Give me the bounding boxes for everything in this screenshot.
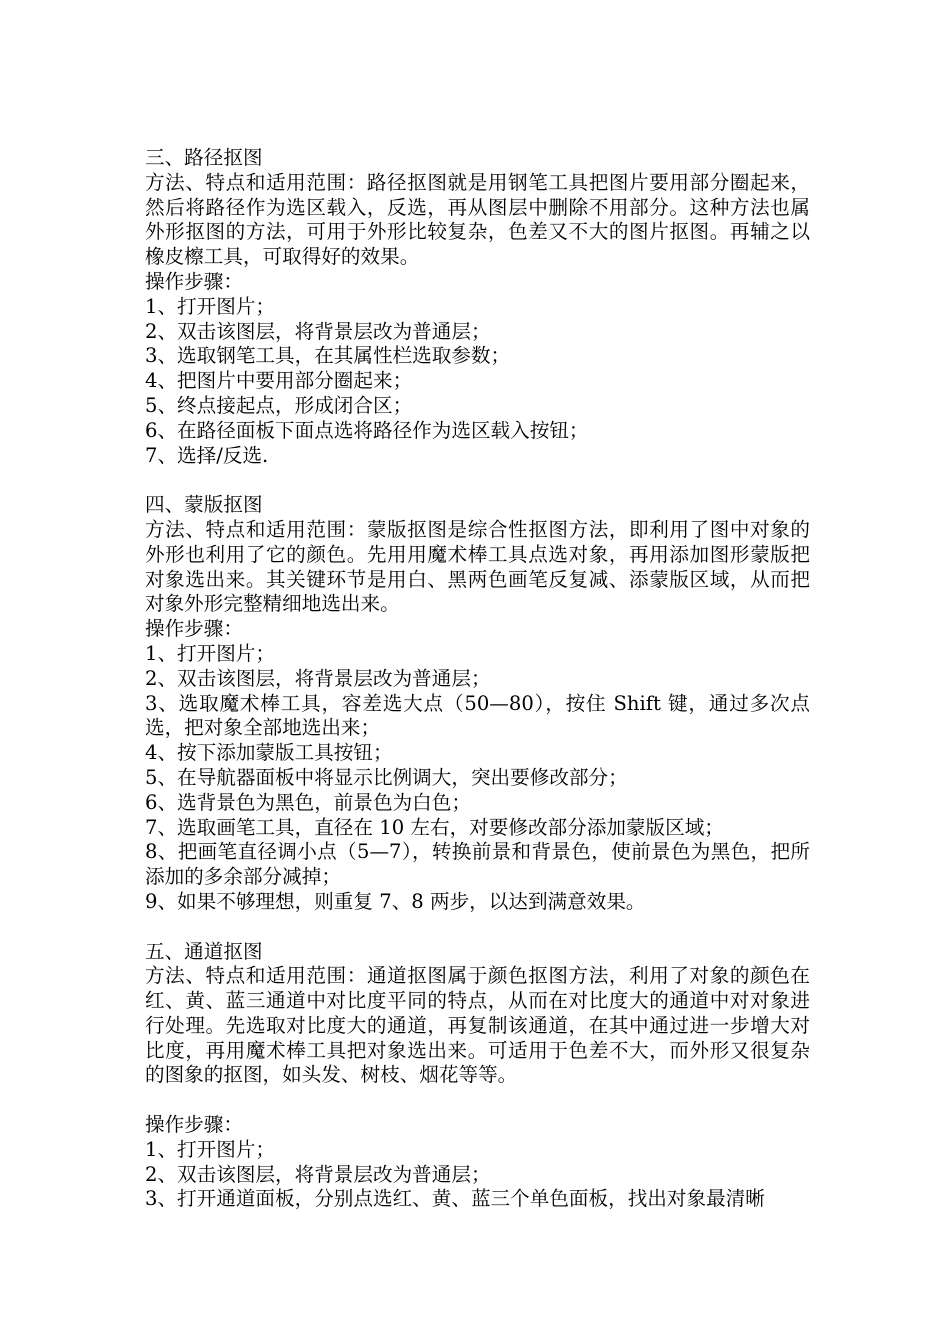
- step-item: 4、按下添加蒙版工具按钮；: [145, 741, 393, 765]
- steps-title: 操作步骤：: [145, 1113, 243, 1137]
- step-item: 6、在路径面板下面点选将路径作为选区载入按钮；: [145, 418, 589, 442]
- section-description: 方法、特点和适用范围：通道抠图属于颜色抠图方法，利用了对象的颜色在红、黄、蓝三通道中对比度平同的特点，从而在对比度大的通道中对对象进行处理。先选取对比度大的通道，再复制该通道，在其中通过进一步增大对比度，再用魔术棒工具把对象选出来。可适用于色差不大，而外形又很复杂的图象的抠图，如头发、树枝、烟花等等。: [145, 964, 810, 1087]
- section-heading: 四、蒙版抠图: [145, 493, 263, 517]
- step-item: 8、把画笔直径调小点（5—7），转换前景和背景色，使前景色为黑色，把所添加的多余部分减掉；: [145, 840, 810, 889]
- step-item: 1、打开图片；: [145, 1137, 276, 1161]
- section-heading: 三、路径抠图: [145, 146, 263, 169]
- step-item: 2、双击该图层，将背景层改为普通层；: [145, 1162, 491, 1186]
- steps-title: 操作步骤：: [145, 269, 243, 293]
- section-mask-cutout: [145, 493, 810, 915]
- step-item: 5、在导航器面板中将显示比例调大，突出要修改部分；: [145, 765, 628, 789]
- step-item: 2、双击该图层，将背景层改为普通层；: [145, 666, 491, 690]
- document-body: [145, 146, 810, 1212]
- section-channel-cutout: [145, 940, 810, 1213]
- section-heading: 五、通道抠图: [145, 939, 263, 963]
- section-path-cutout: [145, 146, 810, 468]
- step-item: 2、双击该图层，将背景层改为普通层；: [145, 319, 491, 343]
- section-description: 方法、特点和适用范围：蒙版抠图是综合性抠图方法，即利用了图中对象的外形也利用了它的颜色。先用用魔术棒工具点选对象，再用添加图形蒙版把对象选出来。其关键环节是用白、黑两色画笔反复减、添蒙版区域，从而把对象外形完整精细地选出来。: [145, 517, 810, 616]
- step-item: 3、选取钢笔工具，在其属性栏选取参数；: [145, 344, 511, 368]
- step-item: 1、打开图片；: [145, 641, 276, 665]
- section-description: 方法、特点和适用范围：路径抠图就是用钢笔工具把图片要用部分圈起来，然后将路径作为选区载入，反选，再从图层中删除不用部分。这种方法也属外形抠图的方法，可用于外形比较复杂，色差又不大的图片抠图。再辅之以橡皮檫工具，可取得好的效果。: [145, 170, 810, 269]
- step-item: 7、选取画笔工具，直径在 10 左右，对要修改部分添加蒙版区域；: [145, 815, 724, 839]
- step-item: 6、选背景色为黑色，前景色为白色；: [145, 790, 471, 814]
- step-item: 3、选取魔术棒工具，容差选大点（50—80），按住 Shift 键，通过多次点选，把对象全部地选出来；: [145, 691, 810, 740]
- step-item: 7、选择/反选.: [145, 443, 269, 467]
- steps-title: 操作步骤：: [145, 617, 243, 641]
- step-item: 4、把图片中要用部分圈起来；: [145, 369, 413, 393]
- blank-line: [145, 1088, 810, 1113]
- step-item: 5、终点接起点，形成闭合区；: [145, 393, 413, 417]
- step-item: 1、打开图片；: [145, 294, 276, 318]
- step-item: 3、打开通道面板，分别点选红、黄、蓝三个单色面板，找出对象最清晰: [145, 1187, 765, 1211]
- step-item: 9、如果不够理想，则重复 7、8 两步，以达到满意效果。: [145, 889, 646, 913]
